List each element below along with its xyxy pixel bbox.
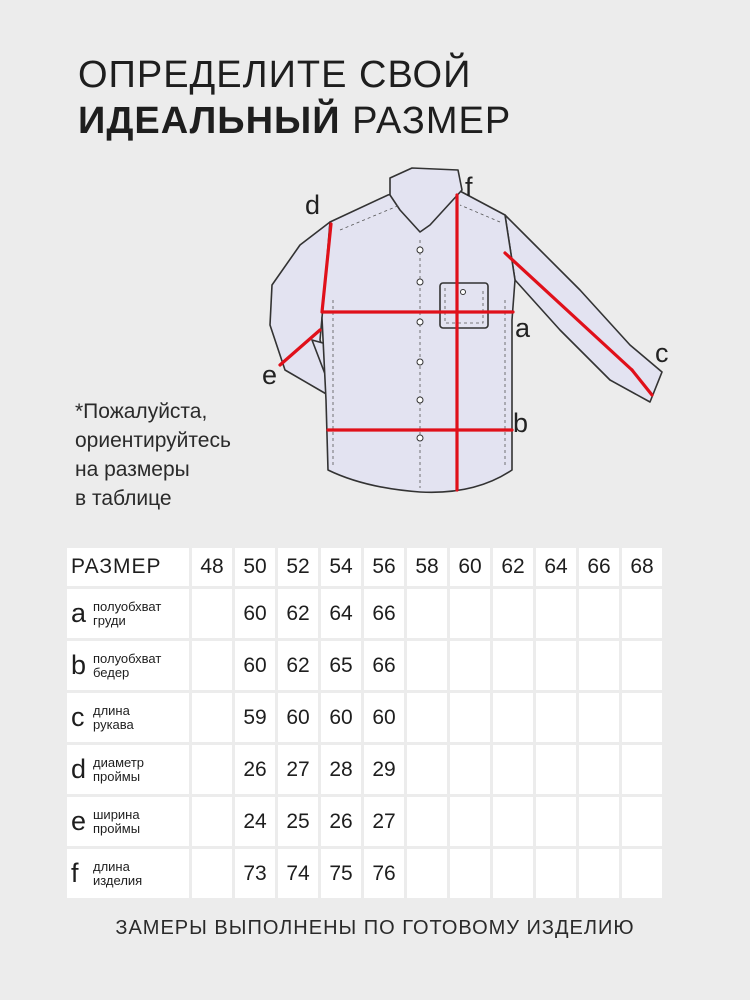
value-cell: 27 [364, 797, 404, 846]
table-row [67, 745, 662, 794]
row-text: диаметр [93, 754, 144, 770]
value-cell: 27 [278, 745, 318, 794]
value-cell [407, 641, 447, 690]
table-row [67, 797, 662, 846]
row-letter: f [71, 858, 79, 888]
title-bold: ИДЕАЛЬНЫЙ [78, 100, 341, 142]
title-line-1: ОПРЕДЕЛИТЕ СВОЙ [78, 54, 472, 96]
value-cell [450, 693, 490, 742]
title-rest: РАЗМЕР [352, 100, 512, 142]
value-cell [536, 693, 576, 742]
value-cell: 59 [235, 693, 275, 742]
value-cell [579, 849, 619, 898]
value-cell [493, 589, 533, 638]
table-row [67, 849, 662, 898]
row-letter: d [71, 754, 87, 784]
value-cell [622, 849, 662, 898]
row-letter: c [71, 702, 85, 732]
row-letter: e [71, 806, 87, 836]
page-title [78, 52, 511, 144]
table-row [67, 641, 662, 690]
value-cell [622, 797, 662, 846]
value-cell [493, 797, 533, 846]
size-header-cell: 68 [622, 548, 662, 586]
value-cell [536, 797, 576, 846]
value-cell: 26 [235, 745, 275, 794]
row-text: ширина [93, 806, 140, 822]
value-cell [579, 797, 619, 846]
size-header-cell: 48 [192, 548, 232, 586]
value-cell [192, 589, 232, 638]
row-letter: b [71, 650, 87, 680]
value-cell [407, 745, 447, 794]
value-cell [579, 641, 619, 690]
row-label [67, 641, 189, 690]
value-cell: 60 [321, 693, 361, 742]
value-cell [450, 849, 490, 898]
header-label: РАЗМЕР [67, 548, 189, 586]
row-text: полуобхват [93, 650, 162, 666]
value-cell [450, 589, 490, 638]
size-header-cell: 66 [579, 548, 619, 586]
row-text: изделия [93, 872, 143, 888]
row-text: проймы [93, 768, 141, 784]
row-label [67, 745, 189, 794]
row-text: бедер [93, 664, 130, 680]
value-cell [622, 745, 662, 794]
value-cell [192, 641, 232, 690]
row-label [67, 693, 189, 742]
value-cell: 73 [235, 849, 275, 898]
value-cell [493, 745, 533, 794]
value-cell: 28 [321, 745, 361, 794]
value-cell [450, 745, 490, 794]
value-cell: 25 [278, 797, 318, 846]
size-header-cell: 62 [493, 548, 533, 586]
value-cell [450, 641, 490, 690]
row-text: длина [93, 858, 130, 874]
value-cell [579, 589, 619, 638]
value-cell: 24 [235, 797, 275, 846]
value-cell: 26 [321, 797, 361, 846]
value-cell [407, 589, 447, 638]
value-cell [407, 693, 447, 742]
value-cell: 29 [364, 745, 404, 794]
label-d: d [305, 190, 321, 220]
size-note: *Пожалуйста, ориентируйтесь на размеры в таблице [75, 400, 231, 510]
value-cell: 66 [364, 641, 404, 690]
row-text: длина [93, 702, 130, 718]
label-a: a [515, 313, 531, 343]
value-cell [192, 849, 232, 898]
value-cell [192, 693, 232, 742]
value-cell [493, 693, 533, 742]
size-header-cell: 56 [364, 548, 404, 586]
value-cell: 62 [278, 641, 318, 690]
value-cell [407, 849, 447, 898]
shirt-diagram [262, 165, 682, 505]
value-cell [536, 641, 576, 690]
size-header-cell: 50 [235, 548, 275, 586]
value-cell: 60 [278, 693, 318, 742]
value-cell [407, 797, 447, 846]
value-cell [493, 641, 533, 690]
row-text: полуобхват [93, 598, 162, 614]
label-c: c [655, 338, 669, 368]
label-f: f [465, 172, 473, 202]
size-header-cell: 64 [536, 548, 576, 586]
value-cell [450, 797, 490, 846]
row-text: проймы [93, 820, 141, 836]
row-label [67, 797, 189, 846]
size-table [64, 545, 665, 901]
value-cell [622, 641, 662, 690]
value-cell [536, 589, 576, 638]
size-header-cell: 54 [321, 548, 361, 586]
shirt-body [322, 188, 515, 492]
label-b: b [513, 408, 529, 438]
value-cell: 75 [321, 849, 361, 898]
value-cell [579, 693, 619, 742]
row-text: рукава [93, 716, 134, 732]
value-cell: 60 [364, 693, 404, 742]
value-cell [192, 745, 232, 794]
value-cell [536, 849, 576, 898]
value-cell [192, 797, 232, 846]
size-header-cell: 58 [407, 548, 447, 586]
row-label [67, 849, 189, 898]
value-cell [493, 849, 533, 898]
row-letter: a [71, 598, 87, 628]
size-header-cell: 52 [278, 548, 318, 586]
value-cell: 76 [364, 849, 404, 898]
footer-note: ЗАМЕРЫ ВЫПОЛНЕНЫ ПО ГОТОВОМУ ИЗДЕЛИЮ [115, 917, 635, 939]
row-label [67, 589, 189, 638]
title-line-2 [78, 98, 511, 144]
value-cell: 74 [278, 849, 318, 898]
right-sleeve [505, 215, 662, 402]
value-cell: 62 [278, 589, 318, 638]
table-header-row [67, 548, 662, 586]
value-cell [536, 745, 576, 794]
size-header-cell: 60 [450, 548, 490, 586]
value-cell [622, 589, 662, 638]
value-cell [579, 745, 619, 794]
value-cell: 60 [235, 589, 275, 638]
table-row [67, 693, 662, 742]
measure-line-c [505, 253, 632, 370]
value-cell: 64 [321, 589, 361, 638]
value-cell: 60 [235, 641, 275, 690]
table-row [67, 589, 662, 638]
value-cell [622, 693, 662, 742]
value-cell: 65 [321, 641, 361, 690]
value-cell: 66 [364, 589, 404, 638]
label-e: e [262, 360, 278, 390]
row-text: груди [93, 612, 126, 628]
